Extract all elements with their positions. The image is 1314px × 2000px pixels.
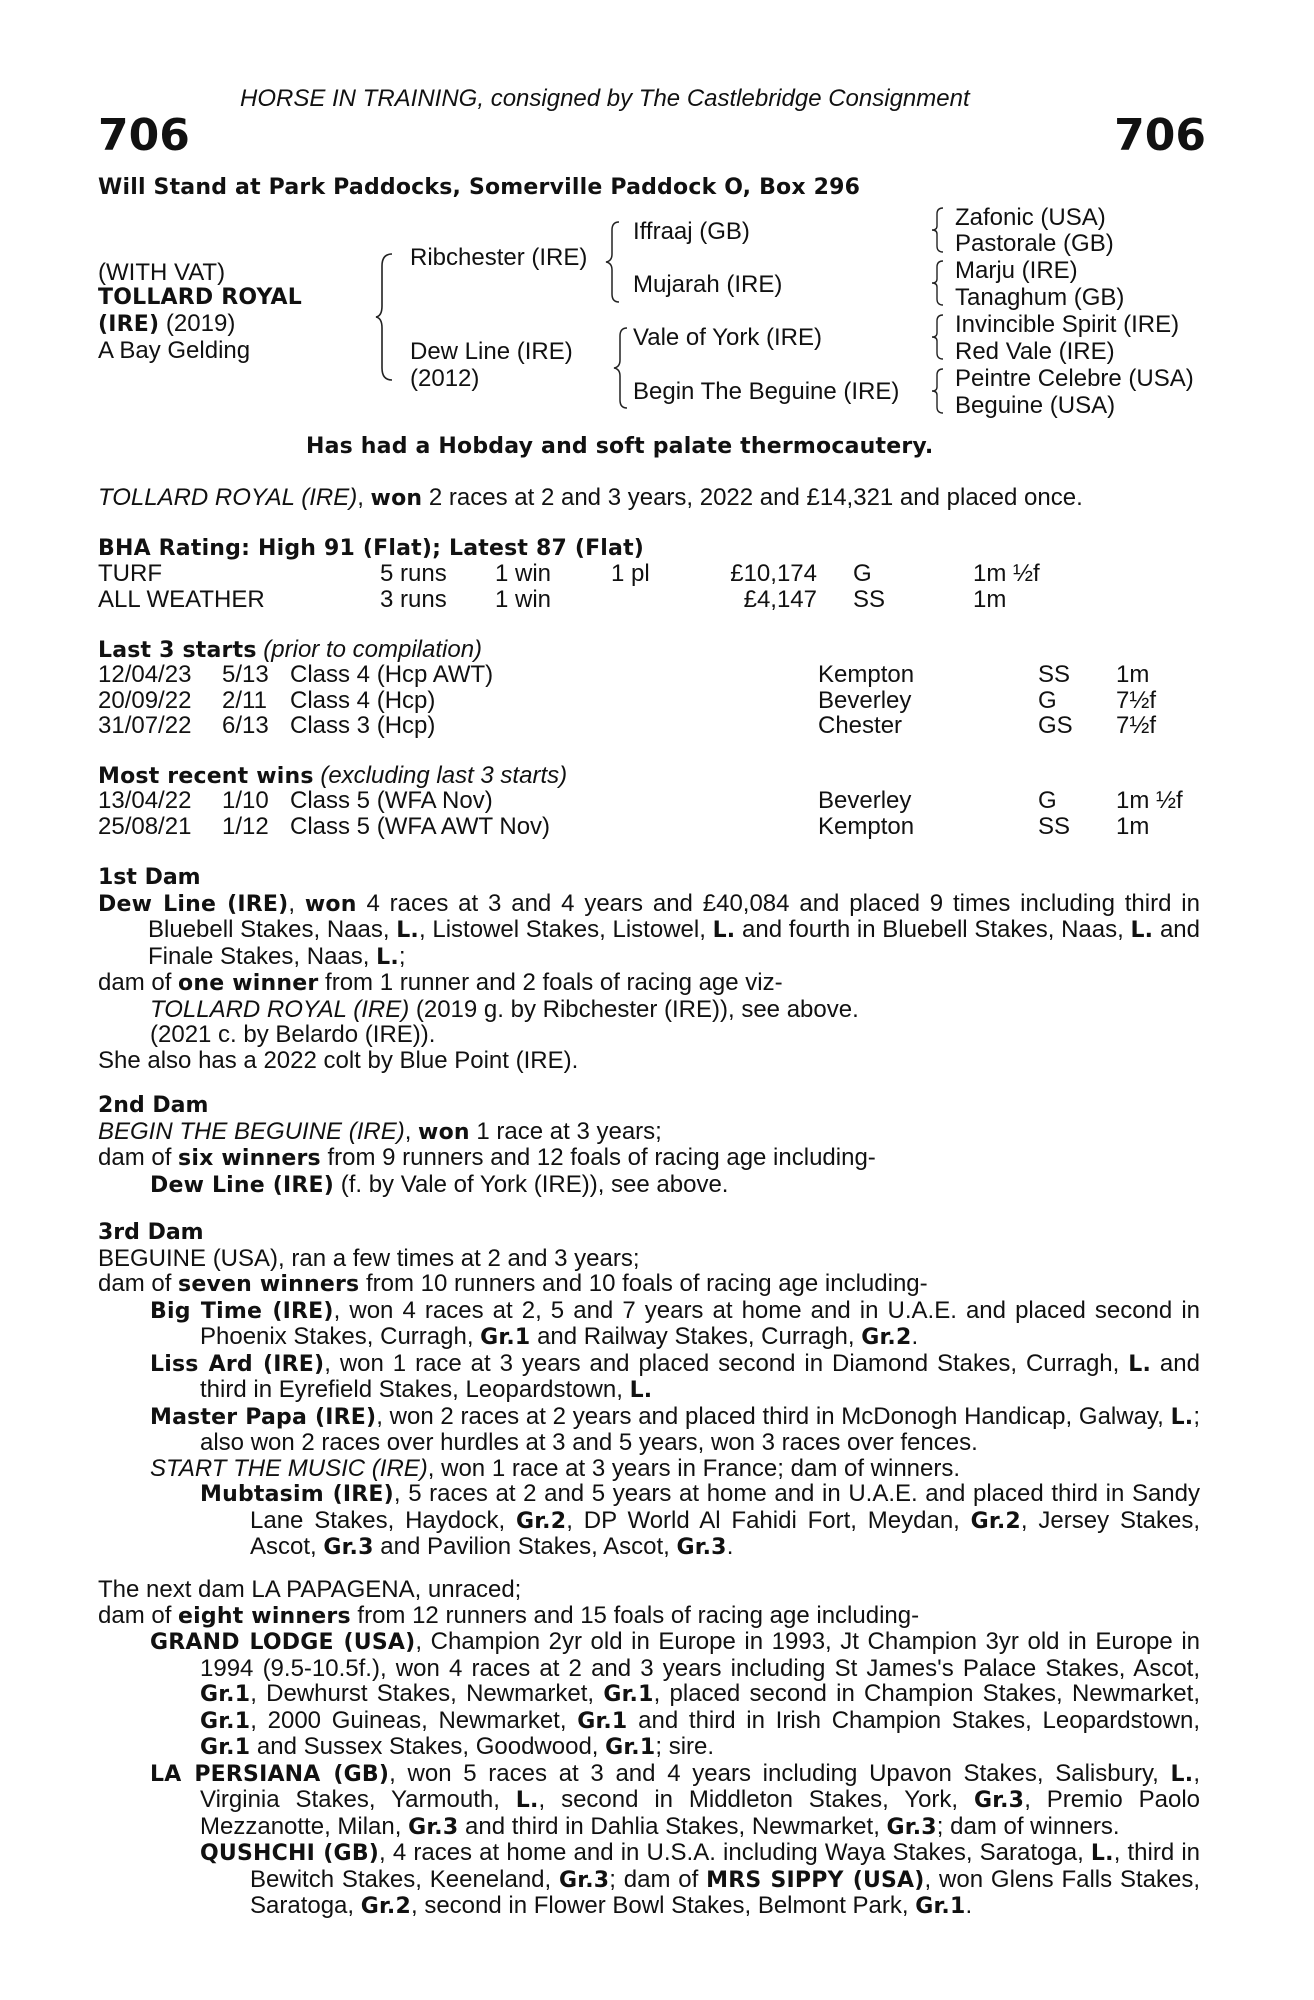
win-distance: 1m ½f bbox=[1116, 787, 1183, 814]
next-dam-produce: dam of eight winners from 12 runners and 15 foals of racing age including- bbox=[98, 1601, 920, 1629]
win-course: Kempton bbox=[818, 812, 915, 840]
rating-placed: 1 pl bbox=[611, 560, 650, 587]
horse-name-country-year bbox=[98, 311, 235, 338]
next-dam-section bbox=[98, 1577, 1200, 1920]
consignment-line: HORSE IN TRAINING, consigned by The Castlebridge Consignment bbox=[240, 85, 970, 112]
start-date: 31/07/22 bbox=[98, 712, 192, 739]
rating-surface: ALL WEATHER bbox=[98, 585, 265, 613]
start-race: Class 4 (Hcp) bbox=[290, 686, 436, 714]
table-row bbox=[98, 662, 1156, 688]
next-dam-record: The next dam LA PAPAGENA, unraced; bbox=[98, 1576, 522, 1603]
third-dam-record: BEGUINE (USA), ran a few times at 2 and 3 years; bbox=[98, 1244, 640, 1272]
summary-rest: 2 races at 2 and 3 years, 2022 and £14,321 and placed once. bbox=[422, 484, 1083, 511]
rating-distance: 1m ½f bbox=[973, 560, 1040, 587]
win-distance: 1m bbox=[1116, 812, 1150, 840]
pedigree-dam-year: (2012) bbox=[410, 365, 480, 392]
rating-placed bbox=[611, 587, 699, 613]
start-course: Beverley bbox=[818, 686, 912, 714]
start-date: 12/04/23 bbox=[98, 661, 192, 688]
rating-money: £4,147 bbox=[743, 585, 817, 613]
vat-label: (WITH VAT) bbox=[98, 259, 226, 286]
second-dam-section bbox=[98, 1093, 1200, 1198]
first-dam-produce: dam of one winner from 1 runner and 2 foals of racing age viz- bbox=[98, 969, 783, 996]
pedigree-sire: Ribchester (IRE) bbox=[410, 244, 588, 271]
horse-description: A Bay Gelding bbox=[98, 337, 251, 364]
start-going: G bbox=[1038, 686, 1057, 714]
pedigree-dam-sire: Vale of York (IRE) bbox=[633, 324, 822, 351]
next-dam-foal-la-persiana: LA PERSIANA (GB), won 5 races at 3 and 4 years including Upavon Stakes, Salisbury, L., Virginia Stakes, Yarmouth, L., second in Middleton Stakes, York, Gr.3, Premio Paolo Mezzanotte, Milan, Gr.3 and third in Dahlia Stakes, Newmarket, Gr.3; dam of winners. bbox=[150, 1759, 1201, 1840]
table-row bbox=[98, 587, 1040, 613]
second-dam-record: BEGIN THE BEGUINE (IRE), won 1 race at 3 years; bbox=[98, 1117, 662, 1145]
win-date: 13/04/22 bbox=[98, 787, 192, 814]
pedigree-sire-dam: Mujarah (IRE) bbox=[633, 271, 783, 298]
last-starts-table bbox=[98, 662, 1156, 739]
pedigree-ds-dam: Red Vale (IRE) bbox=[955, 338, 1115, 365]
second-dam-produce: dam of six winners from 9 runners and 12 foals of racing age including- bbox=[98, 1144, 876, 1171]
last-starts-subtitle: (prior to compilation) bbox=[256, 636, 483, 663]
pedigree-ss-dam: Pastorale (GB) bbox=[955, 230, 1114, 257]
pedigree-dam-dam: Begin The Beguine (IRE) bbox=[633, 378, 900, 405]
pedigree-brace-gen3-2 bbox=[930, 259, 946, 313]
pedigree-sd-dam: Tanaghum (GB) bbox=[955, 284, 1125, 311]
pedigree-dd-sire: Peintre Celebre (USA) bbox=[955, 365, 1194, 392]
summary-won: won bbox=[370, 486, 423, 511]
rating-going: SS bbox=[853, 585, 886, 613]
first-dam-section bbox=[98, 865, 1200, 1073]
third-dam-foal-master-papa: Master Papa (IRE), won 2 races at 2 years and placed third in McDonogh Handicap, Galway, L.; also won 2 races over hurdles at 3 and 5 years, won 3 races over fences. bbox=[150, 1402, 1201, 1456]
win-position: 1/10 bbox=[222, 787, 269, 814]
horse-country: (IRE) bbox=[98, 312, 160, 337]
win-race: Class 5 (WFA AWT Nov) bbox=[290, 812, 551, 840]
start-distance: 7½f bbox=[1116, 712, 1157, 739]
third-dam-title: 3rd Dam bbox=[98, 1220, 204, 1245]
pedigree-brace-dam bbox=[612, 326, 630, 416]
start-position: 2/11 bbox=[222, 686, 267, 714]
first-dam-yearling-note: She also has a 2022 colt by Blue Point (IRE). bbox=[98, 1046, 579, 1074]
next-dam-foal-grand-lodge: GRAND LODGE (USA), Champion 2yr old in Europe in 1993, Jt Champion 3yr old in Europe in 1994 (9.5-10.5f.), won 4 races at 2 and 3 years including St James's Palace Stakes, Ascot, Gr.1, Dewhurst Stakes, Newmarket, Gr.1, placed second in Champion Stakes, Newmarket, Gr.1, 2000 Guineas, Newmarket, Gr.1 and third in Irish Champion Stakes, Leopardstown, Gr.1 and Sussex Stakes, Goodwood, Gr.1; sire. bbox=[150, 1628, 1200, 1760]
start-going: SS bbox=[1038, 661, 1071, 688]
pedigree-brace-gen3-3 bbox=[930, 313, 946, 367]
first-dam-title: 1st Dam bbox=[98, 865, 201, 890]
start-course: Chester bbox=[818, 712, 903, 739]
horse-year: (2019) bbox=[159, 310, 236, 337]
next-dam-grandfoal-qushchi: QUSHCHI (GB), 4 races at home and in U.S.A. including Waya Stakes, Saratoga, L., third in Bewitch Stakes, Keeneland, Gr.3; dam of MRS SIPPY (USA), won Glens Falls Stakes, Saratoga, Gr.2, second in Flower Bowl Stakes, Belmont Park, Gr.1. bbox=[200, 1839, 1201, 1919]
pedigree-ds-sire: Invincible Spirit (IRE) bbox=[955, 311, 1180, 338]
start-distance: 7½f bbox=[1116, 686, 1157, 714]
pedigree-brace-main bbox=[374, 252, 396, 388]
race-summary: TOLLARD ROYAL (IRE), won 2 races at 2 and 3 years, 2022 and £14,321 and placed once. bbox=[98, 484, 1083, 511]
pedigree-brace-gen3-4 bbox=[930, 367, 946, 421]
win-course: Beverley bbox=[818, 787, 912, 814]
win-race: Class 5 (WFA Nov) bbox=[290, 787, 493, 814]
first-dam-foal-1: TOLLARD ROYAL (IRE) (2019 g. by Ribchester (IRE)), see above. bbox=[150, 995, 859, 1023]
table-row bbox=[98, 713, 1156, 739]
win-position: 1/12 bbox=[222, 812, 269, 840]
stabling-location: Will Stand at Park Paddocks, Somerville Paddock O, Box 296 bbox=[98, 175, 861, 200]
second-dam-title: 2nd Dam bbox=[98, 1093, 209, 1118]
start-distance: 1m bbox=[1116, 661, 1150, 688]
recent-wins-heading bbox=[98, 763, 567, 790]
recent-wins-table bbox=[98, 788, 1183, 839]
start-course: Kempton bbox=[818, 661, 915, 688]
rating-runs: 3 runs bbox=[380, 585, 447, 613]
win-date: 25/08/21 bbox=[98, 812, 192, 840]
pedigree-ss-sire: Zafonic (USA) bbox=[955, 204, 1106, 231]
first-dam-foal-2: (2021 c. by Belardo (IRE)). bbox=[150, 1021, 436, 1048]
horse-name: TOLLARD ROYAL bbox=[98, 285, 302, 310]
win-going: SS bbox=[1038, 812, 1071, 840]
first-dam-record: Dew Line (IRE), won 4 races at 3 and 4 years and £40,084 and placed 9 times including third in Bluebell Stakes, Naas, L., Listowel Stakes, Listowel, L. and fourth in Bluebell Stakes, Naas, L. and Finale Stakes, Naas, L.; bbox=[98, 889, 1200, 970]
start-position: 5/13 bbox=[222, 661, 269, 688]
start-date: 20/09/22 bbox=[98, 686, 192, 714]
table-row bbox=[98, 814, 1183, 840]
win-going: G bbox=[1038, 787, 1057, 814]
third-dam-foal-liss-ard: Liss Ard (IRE), won 1 race at 3 years and placed second in Diamond Stakes, Curragh, L. and third in Eyrefield Stakes, Leopardstown, L. bbox=[150, 1349, 1200, 1403]
pedigree-dd-dam: Beguine (USA) bbox=[955, 392, 1116, 419]
start-race: Class 4 (Hcp AWT) bbox=[290, 661, 494, 688]
last-starts-heading bbox=[98, 637, 482, 664]
lot-number-right: 706 bbox=[1114, 110, 1206, 161]
pedigree-sire-sire: Iffraaj (GB) bbox=[633, 218, 750, 245]
second-dam-foal: Dew Line (IRE) (f. by Vale of York (IRE)), see above. bbox=[150, 1170, 729, 1198]
third-dam-produce: dam of seven winners from 10 runners and 10 foals of racing age including- bbox=[98, 1270, 928, 1297]
table-row bbox=[98, 688, 1156, 714]
last-starts-title: Last 3 starts bbox=[98, 638, 257, 663]
third-dam-foal-start-the-music: START THE MUSIC (IRE), won 1 race at 3 years in France; dam of winners. bbox=[150, 1454, 961, 1482]
recent-wins-title: Most recent wins bbox=[98, 764, 314, 789]
rating-money: £10,174 bbox=[730, 560, 817, 587]
bha-rating-title: BHA Rating: High 91 (Flat); Latest 87 (Flat) bbox=[98, 536, 645, 561]
third-dam-section bbox=[98, 1220, 1200, 1561]
pedigree-brace-gen3-1 bbox=[930, 206, 946, 260]
table-row bbox=[98, 561, 1040, 587]
start-position: 6/13 bbox=[222, 712, 269, 739]
rating-wins: 1 win bbox=[495, 560, 552, 587]
rating-table bbox=[98, 561, 1040, 612]
rating-runs: 5 runs bbox=[380, 560, 447, 587]
pedigree-sd-sire: Marju (IRE) bbox=[955, 257, 1078, 284]
pedigree-dam: Dew Line (IRE) bbox=[410, 338, 573, 365]
rating-wins: 1 win bbox=[495, 585, 552, 613]
rating-distance: 1m bbox=[973, 585, 1007, 613]
table-row bbox=[98, 788, 1183, 814]
third-dam-grandfoal-mubtasim: Mubtasim (IRE), 5 races at 2 and 5 years at home and in U.A.E. and placed third in Sandy Lane Stakes, Haydock, Gr.2, DP World Al Fahidi Fort, Meydan, Gr.2, Jersey Stakes, Ascot, Gr.3 and Pavilion Stakes, Ascot, Gr.3. bbox=[200, 1480, 1200, 1560]
lot-number-left: 706 bbox=[98, 110, 190, 161]
summary-horse-name: TOLLARD ROYAL (IRE) bbox=[98, 484, 358, 511]
start-going: GS bbox=[1038, 712, 1073, 739]
pedigree-brace-sire bbox=[604, 220, 622, 310]
veterinary-note: Has had a Hobday and soft palate thermocautery. bbox=[306, 434, 934, 459]
rating-going: G bbox=[853, 560, 872, 587]
start-race: Class 3 (Hcp) bbox=[290, 712, 436, 739]
recent-wins-subtitle: (excluding last 3 starts) bbox=[313, 762, 568, 789]
third-dam-foal-big-time: Big Time (IRE), won 4 races at 2, 5 and 7 years at home and in U.A.E. and placed second in Phoenix Stakes, Curragh, Gr.1 and Railway Stakes, Curragh, Gr.2. bbox=[150, 1296, 1200, 1350]
rating-surface: TURF bbox=[98, 560, 162, 587]
